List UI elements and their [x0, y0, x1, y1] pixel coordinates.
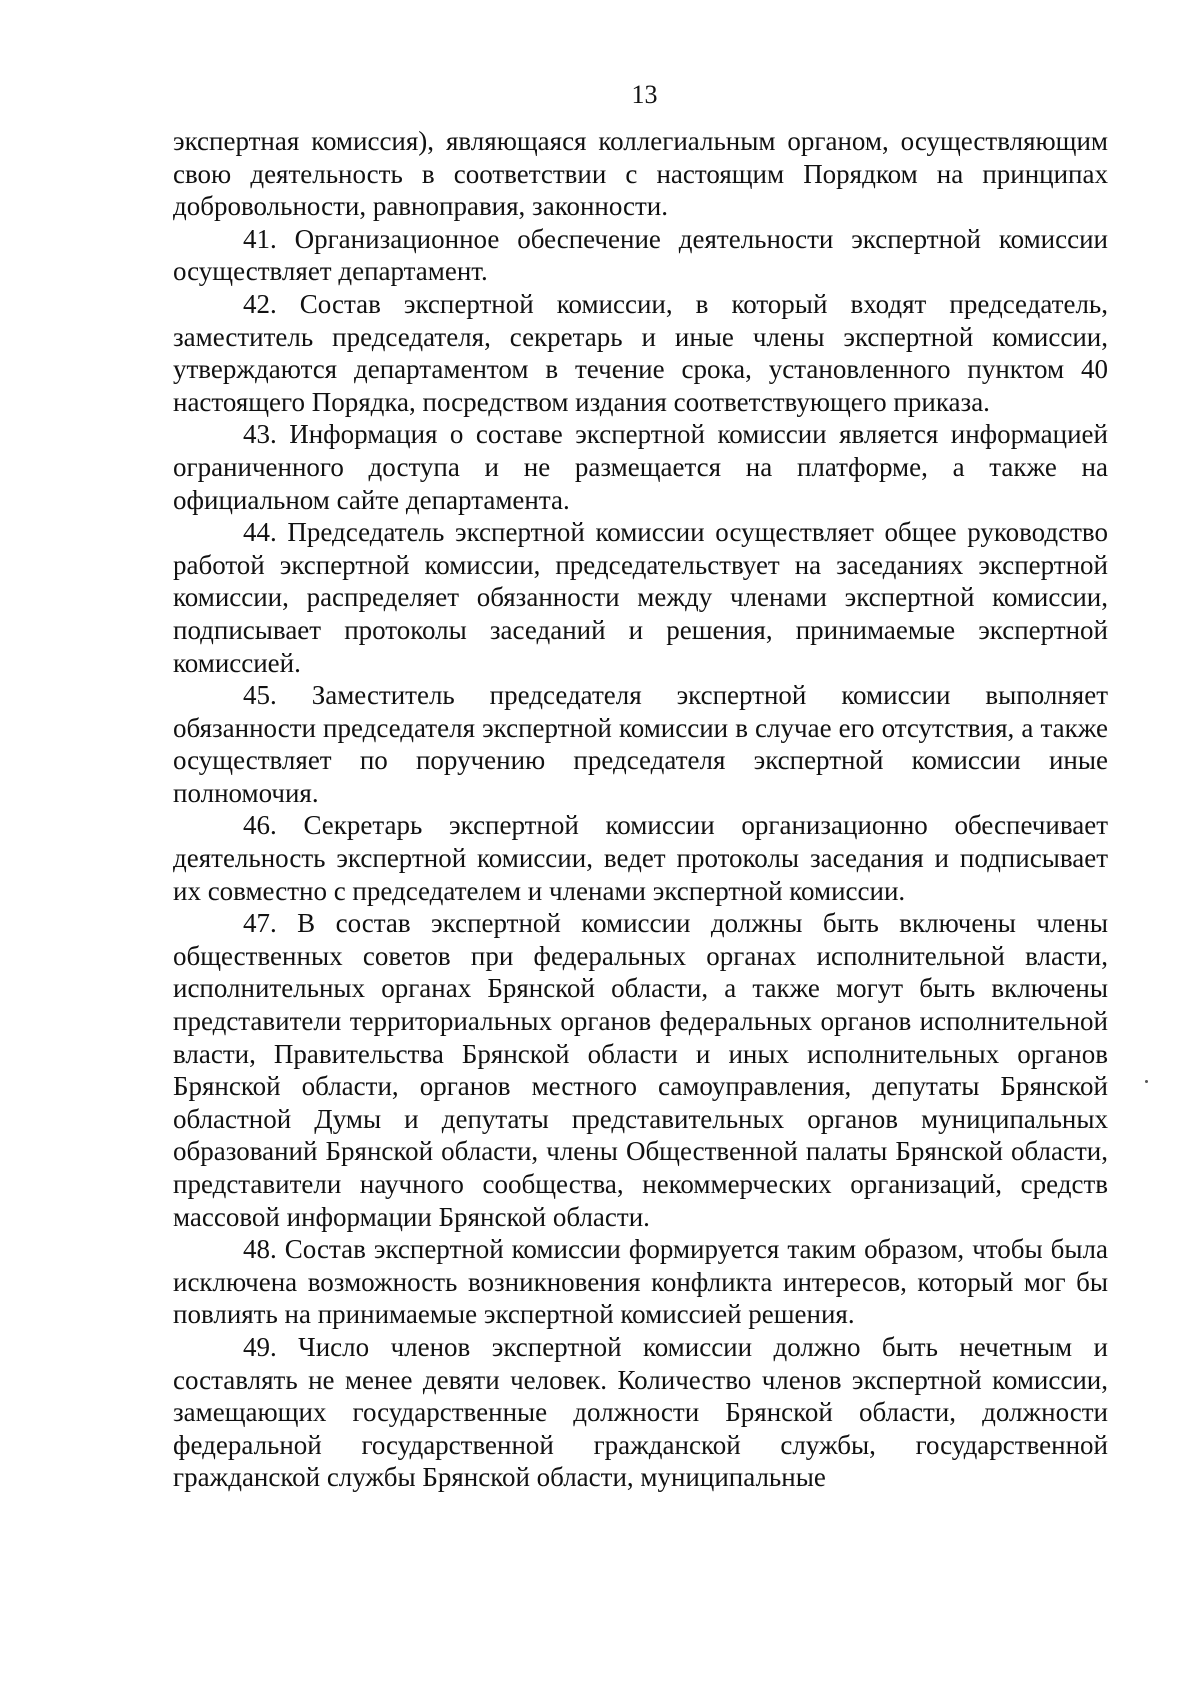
paragraph-41: 41. Организационное обеспечение деятельности экспертной комиссии осуществляет департамент.: [173, 223, 1108, 287]
paragraph-47: 47. В состав экспертной комиссии должны быть включены члены общественных советов при федеральных органах исполнительной власти, исполнительных органах Брянской области, а также могут быть включены представители территориальных органов федеральных органов исполнительной власти, Правительства Брянской области и иных исполнительных органов Брянской области, органов местного самоуправления, депутаты Брянской областной Думы и депутаты представительных органов муниципальных образований Брянской области, члены Общественной палаты Брянской области, представители научного сообщества, некоммерческих организаций, средств массовой информации Брянской области.: [173, 908, 1108, 1232]
page-number: 13: [631, 80, 658, 109]
paragraph-continuation: экспертная комиссия), являющаяся коллегиальным органом, осуществляющим свою деятельность в соответствии с настоящим Порядком на принципах добровольности, равноправия, законности.: [173, 126, 1108, 222]
paragraph-46: 46. Секретарь экспертной комиссии организационно обеспечивает деятельность экспертной комиссии, ведет протоколы заседания и подписывает их совместно с председателем и членами экспертной комиссии.: [173, 810, 1108, 906]
paragraph-42: 42. Состав экспертной комиссии, в который входят председатель, заместитель председателя, секретарь и иные члены экспертной комиссии, утверждаются департаментом в течение срока, установленного пунктом 40 настоящего Порядка, посредством издания соответствующего приказа.: [173, 288, 1108, 417]
document-body: [173, 125, 1108, 1494]
paragraph-48: 48. Состав экспертной комиссии формируется таким образом, чтобы была исключена возможность возникновения конфликта интересов, который мог бы повлиять на принимаемые экспертной комиссией решения.: [173, 1234, 1108, 1330]
paragraph-49: 49. Число членов экспертной комиссии должно быть нечетным и составлять не менее девяти человек. Количество членов экспертной комиссии, замещающих государственные должности Брянской области, должности федеральной государственной гражданской службы, государственной гражданской службы Брянской области, муниципальные: [173, 1331, 1108, 1493]
paragraph-45: 45. Заместитель председателя экспертной комиссии выполняет обязанности председателя экспертной комиссии в случае его отсутствия, а также осуществляет по поручению председателя экспертной комиссии иные полномочия.: [173, 680, 1108, 808]
paragraph-44: 44. Председатель экспертной комиссии осуществляет общее руководство работой экспертной комиссии, председательствует на заседаниях экспертной комиссии, распределяет обязанности между членами экспертной комиссии, подписывает протоколы заседаний и решения, принимаемые экспертной комиссией.: [173, 517, 1108, 678]
paragraph-43: 43. Информация о составе экспертной комиссии является информацией ограниченного доступа и не размещается на платформе, а также на официальном сайте департамента.: [173, 419, 1108, 515]
scan-speck: [1145, 1080, 1148, 1083]
